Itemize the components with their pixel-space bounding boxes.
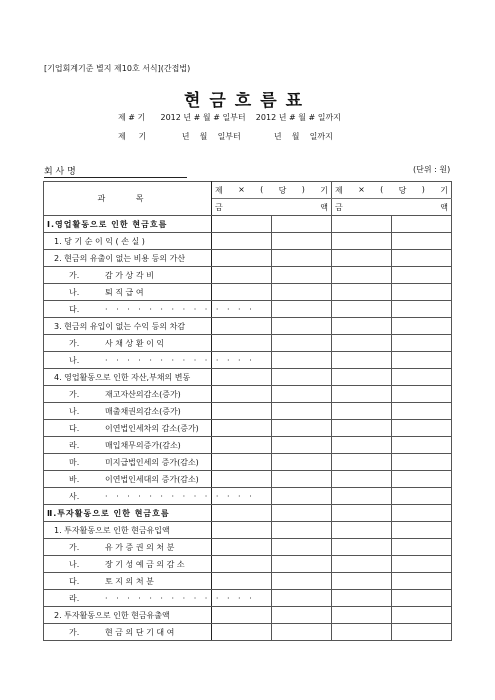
table-row [44, 505, 452, 522]
amount-cell[interactable] [332, 301, 392, 318]
amount-cell[interactable] [392, 607, 452, 624]
amount-cell[interactable] [392, 233, 452, 250]
period-header-char: 제 [335, 185, 343, 195]
amount-cell[interactable] [212, 624, 272, 641]
sub-item-mark: 가. [69, 542, 80, 552]
row-description [44, 335, 212, 352]
amount-cell[interactable] [332, 556, 392, 573]
table-row [44, 539, 452, 556]
sub-item-label: · · · · · · · · · · · · · · [105, 304, 255, 314]
table-row [44, 607, 452, 624]
amount-cell[interactable] [272, 403, 332, 420]
table-row [44, 471, 452, 488]
row-description [44, 284, 212, 301]
unit-label: (단위 : 원) [413, 165, 451, 174]
amount-cell[interactable] [272, 437, 332, 454]
sub-item-mark: 나. [69, 287, 80, 297]
table-row [44, 267, 452, 284]
amount-cell[interactable] [392, 352, 452, 369]
amount-cell[interactable] [392, 590, 452, 607]
period-header-char: ) [421, 184, 425, 194]
row-description: Ⅰ.영업활동으로 인한 현금흐름 [44, 216, 212, 233]
amount-header-char: 금 [215, 202, 223, 212]
sub-item-label: 현 금 의 단 기 대 여 [105, 627, 175, 637]
amount-cell[interactable] [272, 301, 332, 318]
amount-cell[interactable] [392, 505, 452, 522]
sub-item-label: 퇴 직 급 여 [105, 287, 144, 297]
sub-item-mark: 다. [69, 576, 80, 586]
header-current-period [212, 182, 332, 199]
amount-cell[interactable] [272, 267, 332, 284]
amount-cell[interactable] [332, 454, 392, 471]
amount-cell[interactable] [212, 386, 272, 403]
sub-item-mark: 가. [69, 389, 80, 399]
period-current: 제 # 기 2012 년 # 월 # 일부터 2012 년 # 월 # 일까지 [118, 113, 341, 122]
table-row [44, 403, 452, 420]
amount-cell[interactable] [392, 284, 452, 301]
amount-cell[interactable] [212, 233, 272, 250]
sub-item-mark: 다. [69, 423, 80, 433]
sub-item-mark: 나. [69, 559, 80, 569]
header-prior-amount [332, 199, 452, 216]
amount-cell[interactable] [272, 284, 332, 301]
header-prior-period [332, 182, 452, 199]
row-description [44, 488, 255, 505]
period-header-char: × [238, 184, 245, 194]
period-header-char: ( [380, 184, 384, 194]
row-description [44, 471, 212, 488]
amount-cell[interactable] [392, 403, 452, 420]
amount-cell[interactable] [212, 267, 272, 284]
amount-cell[interactable] [392, 386, 452, 403]
sub-item-label: 재고자산의감소(증가) [105, 389, 181, 399]
amount-cell[interactable] [392, 471, 452, 488]
amount-cell[interactable] [272, 590, 332, 607]
amount-cell[interactable] [272, 471, 332, 488]
table-row [44, 335, 452, 352]
sub-item-label: 토 지 의 처 분 [105, 576, 154, 586]
amount-cell[interactable] [212, 454, 272, 471]
document-title: 현금흐름표 [183, 91, 312, 111]
period-header-char: 기 [440, 185, 448, 195]
sub-item-label: 이연법인세대의 증가(감소) [105, 474, 199, 484]
table-row [44, 488, 452, 505]
amount-cell[interactable] [272, 318, 332, 335]
amount-cell[interactable] [332, 522, 392, 539]
amount-cell[interactable] [272, 607, 332, 624]
row-description [44, 267, 212, 284]
row-description: 2. 투자활동으로 인한 현금유출액 [44, 607, 212, 624]
amount-cell[interactable] [272, 624, 332, 641]
period-header-char: ( [260, 184, 264, 194]
sub-item-label: 매입채무의증가(감소) [105, 440, 181, 450]
sub-item-mark: 가. [69, 338, 80, 348]
amount-cell[interactable] [392, 556, 452, 573]
amount-cell[interactable] [332, 335, 392, 352]
table-row [44, 556, 452, 573]
row-description [44, 573, 212, 590]
sub-item-label: 이연법인세차의 감소(증가) [105, 423, 199, 433]
table-row [44, 437, 452, 454]
row-description [44, 437, 212, 454]
amount-cell[interactable] [392, 522, 452, 539]
row-description [44, 352, 255, 369]
row-description [44, 454, 212, 471]
row-description: 3. 현금의 유입이 없는 수익 등의 차감 [44, 318, 212, 335]
amount-cell[interactable] [212, 471, 272, 488]
amount-cell[interactable] [392, 488, 452, 505]
amount-cell[interactable] [212, 437, 272, 454]
amount-cell[interactable] [332, 267, 392, 284]
amount-cell[interactable] [332, 250, 392, 267]
amount-cell[interactable] [212, 284, 272, 301]
company-name-label: 회 사 명 [44, 167, 76, 177]
sub-item-mark: 마. [69, 457, 80, 467]
table-row [44, 250, 452, 267]
amount-cell[interactable] [212, 505, 272, 522]
amount-cell[interactable] [272, 539, 332, 556]
amount-cell[interactable] [332, 216, 392, 233]
amount-cell[interactable] [212, 556, 272, 573]
amount-cell[interactable] [212, 250, 272, 267]
amount-cell[interactable] [272, 369, 332, 386]
amount-cell[interactable] [332, 471, 392, 488]
amount-cell[interactable] [272, 250, 332, 267]
amount-cell[interactable] [212, 216, 272, 233]
amount-cell[interactable] [212, 420, 272, 437]
amount-cell[interactable] [212, 522, 272, 539]
amount-cell[interactable] [332, 403, 392, 420]
amount-cell[interactable] [332, 590, 392, 607]
row-description: 4. 영업활동으로 인한 자산,부채의 변동 [44, 369, 212, 386]
header-item-column: 과 목 [44, 182, 212, 216]
amount-cell[interactable] [332, 624, 392, 641]
amount-cell[interactable] [332, 352, 392, 369]
row-description [44, 556, 212, 573]
amount-cell[interactable] [332, 437, 392, 454]
table-row [44, 369, 452, 386]
sub-item-mark: 가. [69, 270, 80, 280]
period-prior: 제 기 년 월 일부터 년 월 일까지 [118, 132, 333, 141]
sub-item-mark: 사. [69, 491, 80, 501]
amount-cell[interactable] [332, 284, 392, 301]
form-label: [기업회계기준 별지 제10호 서식](간접법) [44, 64, 191, 73]
row-description: Ⅱ.투자활동으로 인한 현금흐름 [44, 505, 212, 522]
amount-cell[interactable] [392, 301, 452, 318]
amount-cell[interactable] [212, 539, 272, 556]
table-row [44, 624, 452, 641]
row-description [44, 420, 212, 437]
amount-cell[interactable] [212, 573, 272, 590]
table-row [44, 352, 452, 369]
amount-cell[interactable] [332, 488, 392, 505]
amount-cell[interactable] [212, 335, 272, 352]
amount-header-char: 액 [440, 202, 448, 212]
table-row [44, 216, 452, 233]
sub-item-label: 매출채권의감소(증가) [105, 406, 181, 416]
amount-cell[interactable] [392, 335, 452, 352]
amount-cell[interactable] [212, 403, 272, 420]
amount-cell[interactable] [212, 607, 272, 624]
sub-item-label: 장 기 성 예 금 의 감 소 [105, 559, 185, 569]
amount-cell[interactable] [332, 420, 392, 437]
sub-item-label: 감 가 상 각 비 [105, 270, 154, 280]
amount-cell[interactable] [392, 454, 452, 471]
table-row [44, 386, 452, 403]
amount-cell[interactable] [332, 386, 392, 403]
amount-cell[interactable] [332, 539, 392, 556]
amount-cell[interactable] [392, 573, 452, 590]
table-row [44, 454, 452, 471]
amount-cell[interactable] [392, 216, 452, 233]
amount-cell[interactable] [212, 318, 272, 335]
amount-header-char: 금 [335, 202, 343, 212]
amount-cell[interactable] [272, 233, 332, 250]
row-description [44, 590, 255, 607]
cash-flow-table [43, 181, 452, 641]
sub-item-mark: 라. [69, 440, 80, 450]
sub-item-mark: 바. [69, 474, 80, 484]
header-current-amount [212, 199, 332, 216]
amount-cell[interactable] [272, 556, 332, 573]
row-description [44, 624, 212, 641]
sub-item-label: 미지급법인세의 증가(감소) [105, 457, 199, 467]
period-header-char: 당 [278, 185, 287, 195]
amount-cell[interactable] [392, 420, 452, 437]
amount-cell[interactable] [332, 505, 392, 522]
table-row [44, 590, 452, 607]
table-row [44, 284, 452, 301]
row-description: 2. 현금의 유출이 없는 비용 등의 가산 [44, 250, 212, 267]
table-row [44, 301, 452, 318]
period-header-char: × [358, 184, 365, 194]
period-header-char: 기 [320, 185, 328, 195]
sub-item-mark: 나. [69, 355, 80, 365]
table-row [44, 420, 452, 437]
amount-cell[interactable] [272, 386, 332, 403]
sub-item-label: · · · · · · · · · · · · · · [105, 355, 255, 365]
row-description [44, 403, 212, 420]
row-description [44, 539, 212, 556]
sub-item-label: · · · · · · · · · · · · · · [105, 491, 255, 501]
sub-item-label: 유 가 증 권 의 처 분 [105, 542, 175, 552]
amount-cell[interactable] [272, 488, 332, 505]
row-description: 1. 당 기 순 이 익 ( 손 실 ) [44, 233, 212, 250]
amount-cell[interactable] [272, 420, 332, 437]
row-description: 1. 투자활동으로 인한 현금유입액 [44, 522, 212, 539]
table-row [44, 318, 452, 335]
amount-cell[interactable] [332, 369, 392, 386]
table-row [44, 233, 452, 250]
amount-cell[interactable] [332, 233, 392, 250]
sub-item-label: 사 채 상 환 이 익 [105, 338, 165, 348]
sub-item-label: · · · · · · · · · · · · · · [105, 593, 255, 603]
amount-cell[interactable] [272, 573, 332, 590]
amount-header-char: 액 [320, 202, 328, 212]
amount-cell[interactable] [272, 216, 332, 233]
sub-item-mark: 가. [69, 627, 80, 637]
row-description [44, 301, 255, 318]
amount-cell[interactable] [392, 318, 452, 335]
sub-item-mark: 다. [69, 304, 80, 314]
amount-cell[interactable] [332, 318, 392, 335]
sub-item-mark: 나. [69, 406, 80, 416]
amount-cell[interactable] [212, 369, 272, 386]
amount-cell[interactable] [392, 539, 452, 556]
amount-cell[interactable] [392, 369, 452, 386]
amount-cell[interactable] [272, 522, 332, 539]
amount-cell[interactable] [392, 437, 452, 454]
amount-cell[interactable] [272, 505, 332, 522]
amount-cell[interactable] [332, 573, 392, 590]
company-name-line [44, 177, 187, 178]
table-row [44, 522, 452, 539]
period-header-char: 제 [215, 185, 223, 195]
period-header-char: ) [301, 184, 305, 194]
table-row [44, 573, 452, 590]
amount-cell[interactable] [272, 454, 332, 471]
amount-cell[interactable] [272, 335, 332, 352]
amount-cell[interactable] [392, 624, 452, 641]
sub-item-mark: 라. [69, 593, 80, 603]
amount-cell[interactable] [272, 352, 332, 369]
amount-cell[interactable] [332, 607, 392, 624]
row-description [44, 386, 212, 403]
period-header-char: 당 [398, 185, 407, 195]
amount-cell[interactable] [392, 250, 452, 267]
amount-cell[interactable] [392, 267, 452, 284]
